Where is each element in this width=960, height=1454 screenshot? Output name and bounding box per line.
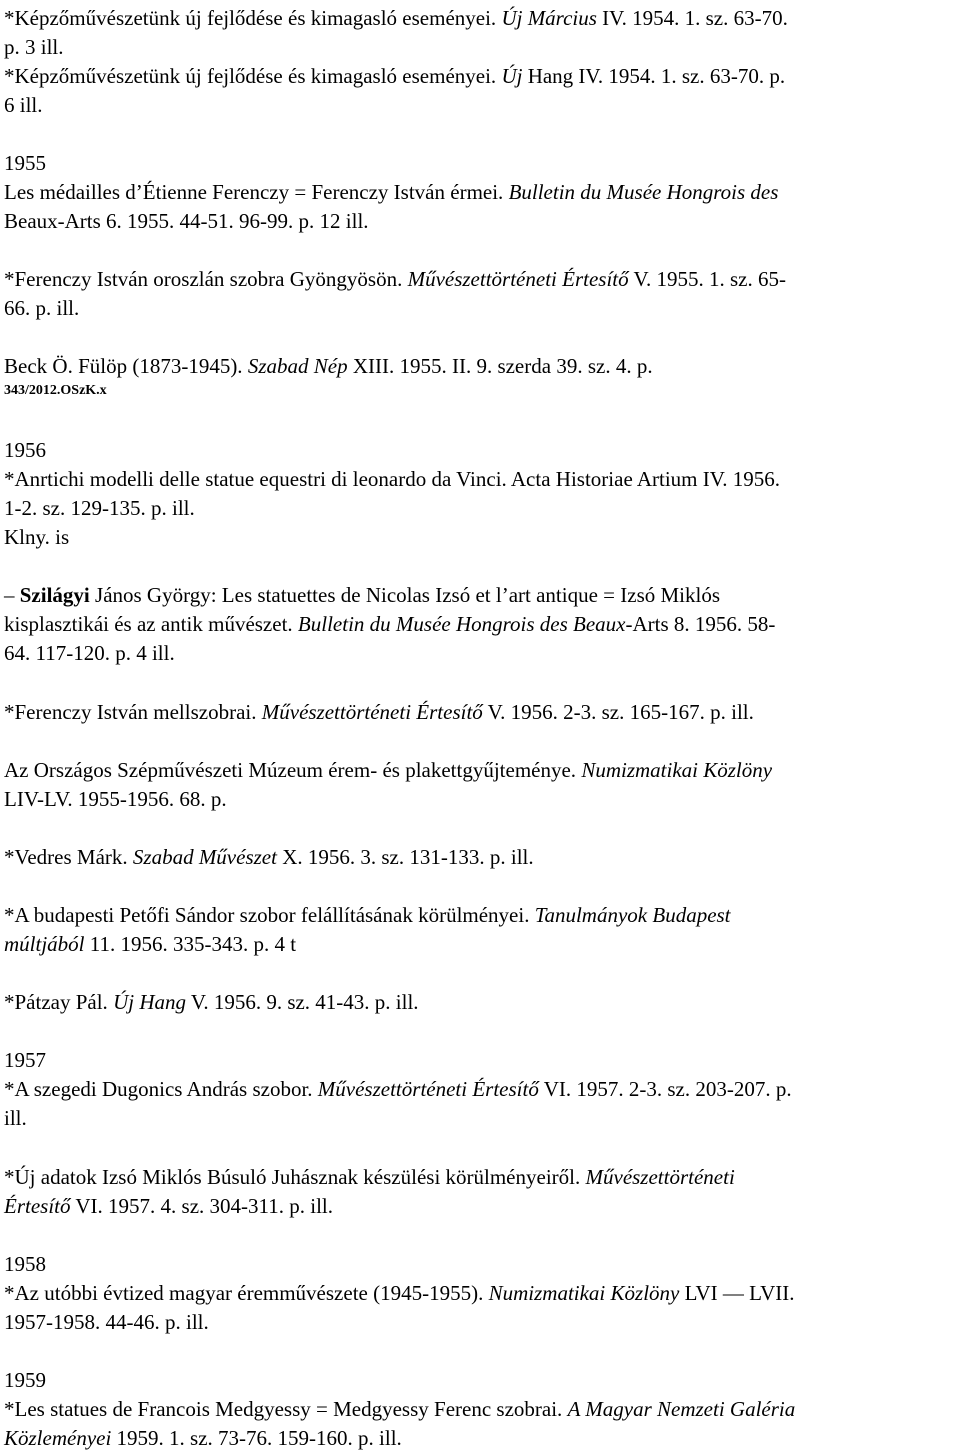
entry-line: *Képzőművészetünk új fejlődése és kimagasló eseményei. Új Március IV. 1954. 1. sz. 63-70. bbox=[4, 6, 788, 30]
entry-line: Les médailles d’Étienne Ferenczy = Ferenczy István érmei. Bulletin du Musée Hongrois des bbox=[4, 180, 779, 204]
entry-line: *Pátzay Pál. Új Hang V. 1956. 9. sz. 41-43. p. ill. bbox=[4, 990, 419, 1014]
entry-1 bbox=[4, 4, 956, 62]
entry-13 bbox=[4, 1075, 956, 1133]
entry-6 bbox=[4, 465, 956, 552]
entry-line: Klny. is bbox=[4, 525, 70, 549]
entry-line: múltjából 11. 1956. 335-343. p. 4 t bbox=[4, 932, 297, 956]
entry-2 bbox=[4, 62, 956, 120]
year-heading-1955 bbox=[4, 149, 956, 178]
entry-line: 64. 117-120. p. 4 ill. bbox=[4, 641, 175, 665]
entry-line: p. 3 ill. bbox=[4, 35, 64, 59]
year-label: 1958 bbox=[4, 1252, 46, 1276]
entry-line: *A budapesti Petőfi Sándor szobor felállításának körülményei. Tanulmányok Budapest bbox=[4, 903, 731, 927]
year-label: 1955 bbox=[4, 151, 46, 175]
entry-11 bbox=[4, 901, 956, 959]
entry-line: Beaux-Arts 6. 1955. 44-51. 96-99. p. 12 ill. bbox=[4, 209, 369, 233]
entry-8 bbox=[4, 698, 956, 727]
entry-line: *Les statues de Francois Medgyessy = Medgyessy Ferenc szobrai. A Magyar Nemzeti Galéria bbox=[4, 1397, 796, 1421]
entry-10 bbox=[4, 843, 956, 872]
entry-line: ill. bbox=[4, 1106, 27, 1130]
entry-line: *Vedres Márk. Szabad Művészet X. 1956. 3. sz. 131-133. p. ill. bbox=[4, 845, 534, 869]
entry-line: *Ferenczy István oroszlán szobra Gyöngyösön. Művészettörténeti Értesítő V. 1955. 1. sz. 65- bbox=[4, 267, 786, 291]
entry-line: 66. p. ill. bbox=[4, 296, 80, 320]
entry-line: *Képzőművészetünk új fejlődése és kimagasló eseményei. Új Hang IV. 1954. 1. sz. 63-70. p. bbox=[4, 64, 786, 88]
entry-4 bbox=[4, 265, 956, 323]
entry-line: Beck Ö. Fülöp (1873-1945). Szabad Nép XIII. 1955. II. 9. szerda 39. sz. 4. p. bbox=[4, 354, 653, 378]
entry-16 bbox=[4, 1395, 956, 1453]
entry-line: *Új adatok Izsó Miklós Búsuló Juhásznak készülési körülményeiről. Művészettörténeti bbox=[4, 1165, 735, 1189]
entry-3 bbox=[4, 178, 956, 236]
entry-line: Az Országos Szépművészeti Múzeum érem- és plakettgyűjteménye. Numizmatikai Közlöny bbox=[4, 758, 773, 782]
year-heading-1958 bbox=[4, 1250, 956, 1279]
entry-line: 1-2. sz. 129-135. p. ill. bbox=[4, 496, 195, 520]
entry-line: 6 ill. bbox=[4, 93, 43, 117]
entry-line: *A szegedi Dugonics András szobor. Művészettörténeti Értesítő VI. 1957. 2-3. sz. 203-207. p. bbox=[4, 1077, 792, 1101]
entry-9 bbox=[4, 756, 956, 814]
entry-14 bbox=[4, 1163, 956, 1221]
entry-line: *Az utóbbi évtized magyar éremművészete (1945-1955). Numizmatikai Közlöny LVI — LVII. bbox=[4, 1281, 795, 1305]
entry-line: 1957-1958. 44-46. p. ill. bbox=[4, 1310, 209, 1334]
year-label: 1957 bbox=[4, 1048, 46, 1072]
entry-5 bbox=[4, 352, 956, 401]
entry-line: kisplasztikái és az antik művészet. Bulletin du Musée Hongrois des Beaux-Arts 8. 1956. 58- bbox=[4, 612, 776, 636]
entry-line: *Anrtichi modelli delle statue equestri di leonardo da Vinci. Acta Historiae Artium IV. 1956. bbox=[4, 467, 780, 491]
entry-12 bbox=[4, 988, 956, 1017]
entry-7 bbox=[4, 581, 956, 668]
year-heading-1956 bbox=[4, 436, 956, 465]
entry-15 bbox=[4, 1279, 956, 1337]
year-label: 1959 bbox=[4, 1368, 46, 1392]
year-heading-1959 bbox=[4, 1366, 956, 1395]
year-label: 1956 bbox=[4, 438, 46, 462]
entry-line: Közleményei 1959. 1. sz. 73-76. 159-160. p. ill. bbox=[4, 1426, 402, 1450]
entry-line: LIV-LV. 1955-1956. 68. p. bbox=[4, 787, 227, 811]
library-shelfmark: 343/2012.OSzK.x bbox=[4, 383, 107, 398]
entry-line: Értesítő VI. 1957. 4. sz. 304-311. p. ill. bbox=[4, 1194, 333, 1218]
entry-line: – Szilágyi János György: Les statuettes de Nicolas Izsó et l’art antique = Izsó Miklós bbox=[4, 583, 721, 607]
entry-line: *Ferenczy István mellszobrai. Művészettörténeti Értesítő V. 1956. 2-3. sz. 165-167. p. ill. bbox=[4, 700, 754, 724]
year-heading-1957 bbox=[4, 1046, 956, 1075]
